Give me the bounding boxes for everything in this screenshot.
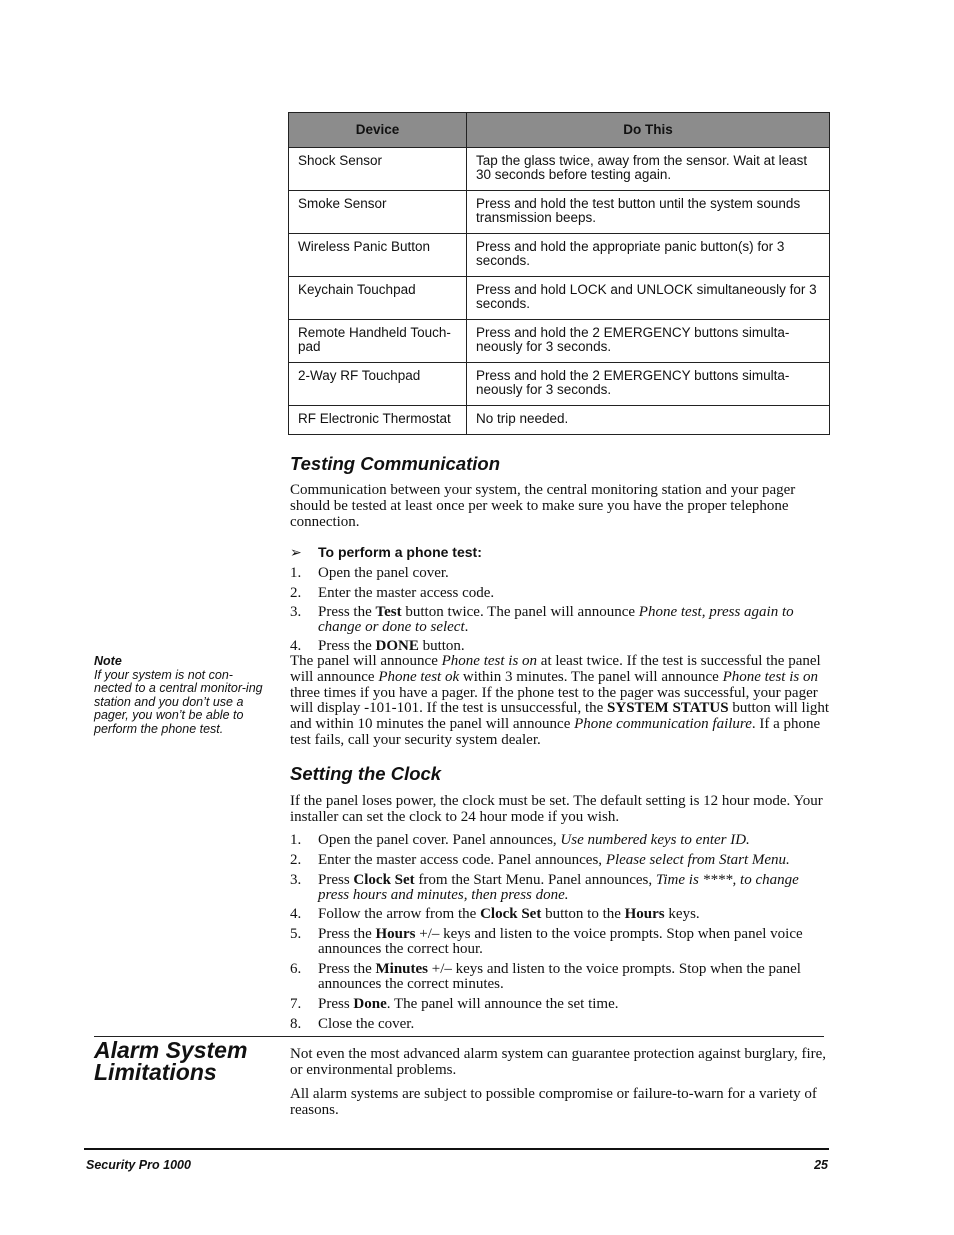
clock-steps <box>290 833 830 1032</box>
step-text: from the Start Menu. Panel announces, <box>414 872 656 888</box>
action-cell: Press and hold the test button until the system sounds transmission beeps. <box>467 191 830 234</box>
list-item <box>290 997 830 1012</box>
result-text: . If a phone test fails, call your security system dealer. <box>290 716 821 748</box>
action-cell: Tap the glass twice, away from the sensor. Wait at least 30 seconds before testing again. <box>467 148 830 191</box>
procedure-title <box>290 544 482 561</box>
step-number: 4. <box>290 906 302 922</box>
action-cell: No trip needed. <box>467 406 830 435</box>
column-header-do-this: Do This <box>467 113 830 148</box>
step-text: Follow the arrow from the <box>318 906 481 922</box>
step-text: button. <box>418 638 465 654</box>
table-row <box>289 320 830 363</box>
action-cell: Press and hold LOCK and UNLOCK simultaneously for 3 seconds. <box>467 277 830 320</box>
step-number: 1. <box>290 565 302 581</box>
step-text-bold: Test <box>375 604 402 620</box>
arrow-bullet-icon: ➢ <box>290 544 302 560</box>
list-item <box>290 853 830 868</box>
list-item <box>290 927 830 957</box>
step-text: Press <box>318 872 354 888</box>
step-text-italic: Phone test, press again to change or done to select <box>318 604 794 635</box>
list-item <box>290 586 830 601</box>
note-title: Note <box>94 654 122 668</box>
result-text: button will light and within 10 minutes the panel will announce <box>290 700 830 733</box>
procedure-title-text: To perform a phone test: <box>318 544 482 560</box>
step-number: 6. <box>290 961 302 977</box>
step-text-bold: Hours <box>375 926 416 942</box>
step-text: Enter the master access code. Panel announces, <box>318 852 606 868</box>
note-text: If your system is not con-nected to a central monitor-ing station and you don’t use a pager, you won’t be able to perform the phone test. <box>94 667 263 736</box>
phone-test-steps <box>290 566 830 654</box>
table-row <box>289 191 830 234</box>
device-cell: RF Electronic Thermostat <box>289 406 467 435</box>
result-text-italic: Phone communication failure <box>574 716 752 733</box>
list-item <box>290 639 830 654</box>
list-item <box>290 962 830 992</box>
step-text: Close the cover. <box>318 1016 415 1032</box>
step-text-bold: Clock Set <box>353 872 415 888</box>
step-text: +/– keys and listen to the voice prompts. Stop when the panel announces the correct minutes. <box>318 961 801 992</box>
step-number: 1. <box>290 832 302 848</box>
device-cell: 2-Way RF Touchpad <box>289 363 467 406</box>
limitations-paragraph-2: All alarm systems are subject to possible compromise or failure-to-warn for a variety of reasons. <box>290 1086 817 1118</box>
footer-rule <box>84 1148 829 1150</box>
result-text: within 3 minutes. The panel will announce <box>459 668 723 685</box>
step-number: 7. <box>290 996 302 1012</box>
result-text-italic: Phone test is on <box>722 668 818 685</box>
step-text-italic: Time is ****, to change press hours and minutes, then press done. <box>318 872 799 903</box>
step-number: 5. <box>290 926 302 942</box>
step-text: +/– keys and listen to the voice prompts. Stop when panel voice announces the correct hour. <box>318 926 803 957</box>
testing-communication-heading: Testing Communication <box>290 453 501 474</box>
device-cell: Keychain Touchpad <box>289 277 467 320</box>
step-number: 2. <box>290 585 302 601</box>
step-number: 3. <box>290 872 302 888</box>
limitations-paragraph-1: Not even the most advanced alarm system can guarantee protection against burglary, fire, or environmental problems. <box>290 1046 827 1078</box>
device-cell: Smoke Sensor <box>289 191 467 234</box>
step-text: Press the <box>318 926 376 942</box>
setting-clock-heading: Setting the Clock <box>290 763 442 784</box>
step-number: 4. <box>290 638 302 654</box>
step-text: Open the panel cover. Panel announces, <box>318 832 561 848</box>
footer-page-number: 25 <box>814 1158 828 1172</box>
list-item <box>290 907 830 922</box>
step-number: 8. <box>290 1016 302 1032</box>
step-text: . <box>464 619 469 635</box>
list-item <box>290 605 830 635</box>
step-number: 3. <box>290 604 302 620</box>
list-item <box>290 1017 830 1032</box>
step-text: keys. <box>664 906 700 922</box>
step-text: button twice. The panel will announce <box>401 604 639 620</box>
result-text: three times if you have a pager. If the phone test to the pager was successful, your pager will display -101-101. If the test is unsuccessful, the <box>290 684 818 717</box>
result-text: at least twice. If the test is successful the panel will announce <box>290 653 821 685</box>
step-text-bold: Clock Set <box>480 906 542 922</box>
step-text-italic: Please select from Start Menu. <box>605 852 790 868</box>
action-cell: Press and hold the appropriate panic button(s) for 3 seconds. <box>467 234 830 277</box>
list-item <box>290 566 830 581</box>
action-cell: Press and hold the 2 EMERGENCY buttons simulta-neously for 3 seconds. <box>467 363 830 406</box>
step-text: Press the <box>318 961 376 977</box>
table-row <box>289 406 830 435</box>
device-cell: Shock Sensor <box>289 148 467 191</box>
step-text-italic: Use numbered keys to enter ID. <box>560 832 750 848</box>
device-test-table <box>288 112 830 435</box>
step-text-bold: DONE <box>375 638 419 654</box>
table-row <box>289 277 830 320</box>
step-text-bold: Hours <box>624 906 665 922</box>
step-text: Press the <box>318 604 376 620</box>
footer-product-name: Security Pro 1000 <box>86 1158 191 1172</box>
device-cell: Wireless Panic Button <box>289 234 467 277</box>
step-text: button to the <box>541 906 625 922</box>
step-text: . The panel will announce the set time. <box>386 996 619 1012</box>
side-note <box>94 655 266 736</box>
result-text-italic: Phone test is on <box>441 653 538 669</box>
setting-clock-intro: If the panel loses power, the clock must be set. The default setting is 12 hour mode. Your installer can set the clock to 24 hour mode if you wish. <box>290 793 823 825</box>
result-text-italic: Phone test ok <box>378 668 460 685</box>
step-text: Press <box>318 996 354 1012</box>
result-text-bold: SYSTEM STATUS <box>607 700 729 717</box>
result-text: The panel will announce <box>290 653 442 669</box>
list-item <box>290 833 830 848</box>
testing-communication-intro: Communication between your system, the central monitoring station and your pager should be tested at least once per week to make sure you have the proper telephone connection. <box>290 482 796 530</box>
phone-test-result-paragraph <box>290 654 830 749</box>
step-text-bold: Minutes <box>375 961 428 977</box>
device-cell: Remote Handheld Touch-pad <box>289 320 467 363</box>
step-text: Press the <box>318 638 376 654</box>
action-cell: Press and hold the 2 EMERGENCY buttons simulta-neously for 3 seconds. <box>467 320 830 363</box>
table-row <box>289 148 830 191</box>
list-item <box>290 873 830 903</box>
table-row <box>289 234 830 277</box>
table-header-row <box>289 113 830 148</box>
step-number: 2. <box>290 852 302 868</box>
step-text-bold: Done <box>353 996 387 1012</box>
limitations-heading: Alarm System Limitations <box>94 1037 248 1085</box>
table-row <box>289 363 830 406</box>
column-header-device: Device <box>289 113 467 148</box>
step-text: Open the panel cover. <box>318 565 449 581</box>
step-text: Enter the master access code. <box>318 585 495 601</box>
